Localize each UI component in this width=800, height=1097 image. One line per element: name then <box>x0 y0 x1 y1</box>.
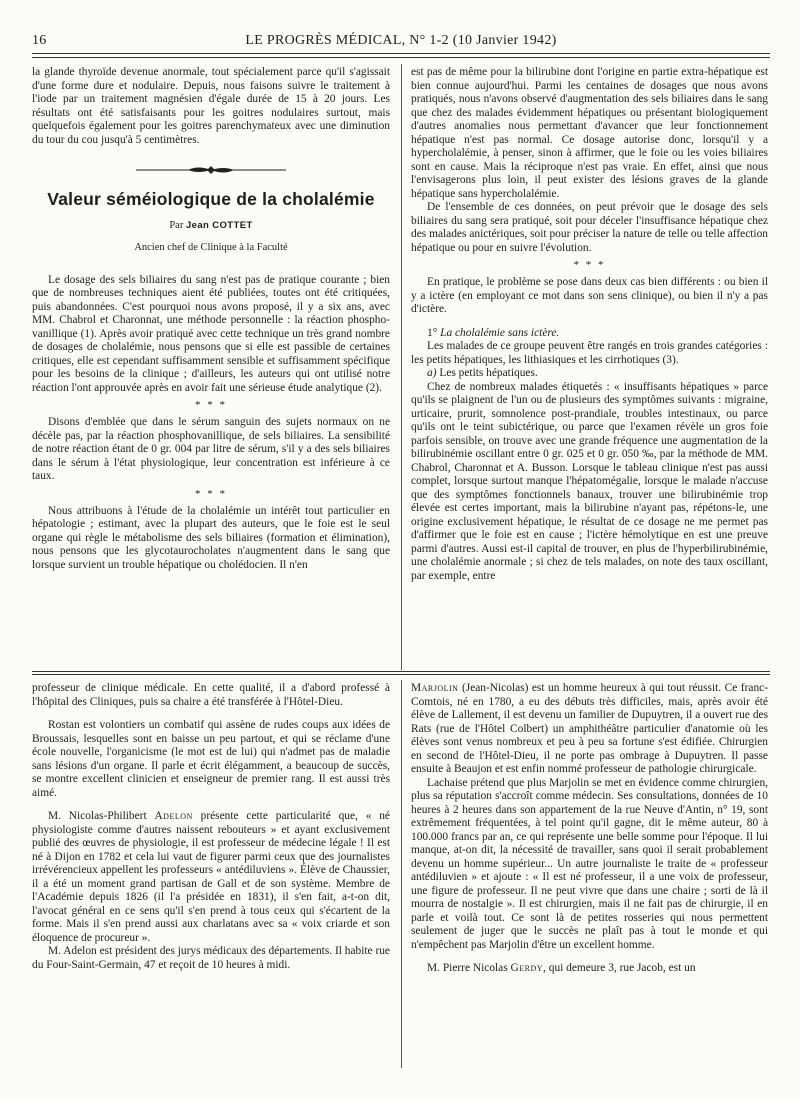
marjolin-paragraph <box>411 682 768 777</box>
adelon-prefix: M. Nicolas-Philibert <box>48 810 147 822</box>
body-paragraph: Disons d'emblée que dans le sérum sanguin des sujets normaux on ne décèle pas, par la réaction phosphovanillique, de sels biliaires. La sensibilité de notre réaction étant de 0 gr. 004 par litre de sérum, s'il y a des sels biliaires dans le sérum à l'état physiologique, leur concentration est inférieure à ce taux. <box>32 416 390 482</box>
section-rule <box>32 671 770 675</box>
adelon-text: présente cette particularité que, « né physiologiste comme d'autres naissent rebouteurs » et ayant exclusivement publié des œuvres de physiologie, il est professeur de médecine légale ! Il est né à Dijon en 1782 et cela lui vaut de figurer parmi ceux que des journalistes irrévérencieux appellent les professeurs « antédiluviens ». Élève de Chaussier, il a été un moment grand partisan de Gall et de son système. Membre de l'Académie depuis 1826 (il l'a présidée en 1831), il s'en fait, a-t-on dit, l'avocat général en ce sens qu'il s'en prend à tous ceux qui s'écartent de la forme. Mais il s'en prend aussi aux charlatans avec sa « voix criarde et son éloquence de procureur ». <box>32 810 390 944</box>
adelon-name: Adelon <box>154 810 193 822</box>
divider-ornament <box>32 147 390 193</box>
body-paragraph: Les malades de ce groupe peuvent être rangés en trois grandes catégories : les petits hépatiques, les lithiasiques et les cirrhotiques (3). <box>411 340 768 366</box>
gerdy-paragraph <box>411 962 768 976</box>
subheading-number: 1° <box>427 326 438 339</box>
body-paragraph: est pas de même pour la bilirubine dont l'origine en partie extra-hépatique est bien connue aujourd'hui. Parmi les centaines de dosages que nous avons pratiqués, nous n'avons observé d'augmentation des sels biliaires dans le sang que chez des malades évidemment hépatiques ou présentant biologiquement d'autres anomalies nous permettant d'avancer que leur fonctionnement hépatique n'est pas normal. Ce dosage autorise donc, lorsqu'il y a hypercholalémie, à penser, sinon à affirmer, que le foie ou les voies biliaires sont en cause. Mais la réciproque n'est pas vraie. En effet, ainsi que nous l'envisagerons plus loin, il peut exister des lésions graves de la glande hépatique sans hypercholalémie. <box>411 66 768 200</box>
body-paragraph: Rostan est volontiers un combatif qui assène de rudes coups aux idées de Broussais, lesquelles sont en baisse un peu partout, et qui se réclame d'une école nouvelle, l'organicisme (le mot est de lui) qui n'admet pas de maladie sans lésions d'un organe. Il parle et écrit élégamment, a beaucoup de succès, se montre excellent clinicien et enseigneur de premier rang. Il est aussi très aimé. <box>32 719 390 799</box>
adelon-paragraph <box>32 810 390 945</box>
body-paragraph: Nous attribuons à l'étude de la cholalémie un intérêt tout particulier en hépatologie ; estimant, avec la plupart des auteurs, que le foie est le seul organe qui règle le métabolisme des sels biliaires (formation et élimination), nous pensons que les glycotaurocholates n'augmentent dans le sang que lorsque survient un trouble hépatique ou cholédocien. Il n'en <box>32 504 390 571</box>
asterism: * * * <box>195 399 227 411</box>
sub-item-label: a) <box>427 367 437 379</box>
bottom-left-column <box>32 682 390 972</box>
body-paragraph: professeur de clinique médicale. En cette qualité, il a d'abord professé à l'hôpital des Cliniques, puis sa chaire a été transférée à l'Hôtel-Dieu. <box>32 682 390 708</box>
body-paragraph: Le dosage des sels biliaires du sang n'est pas de pratique courante ; bien que de nombreuses techniques aient été publiées, toutes ont été critiquées, puis abandonnées. C'est pourquoi nous avons proposé, il y a six ans, avec MM. Chabrol et Charonnat, une méthode personnelle : la réaction phospho-vanillique (1). Après avoir pratiqué avec cette technique un très grand nombre de dosages de cholalémie, nous pensons que si elle est passible de certaines critiques, elle est cependant suffisamment sensible et suffisamment spécifique pour les besoins de la clinique ; d'ailleurs, les auteurs qui ont utilisé notre réaction l'ont approuvée après en avoir fait une sérieuse étude analytique (2). <box>32 273 390 394</box>
gerdy-rest: , qui demeure 3, rue Jacob, est un <box>543 962 696 974</box>
header-rule <box>32 53 770 58</box>
asterism: * * * <box>573 259 606 271</box>
body-paragraph: Lachaise prétend que plus Marjolin se met en évidence comme chirurgien, plus sa réputation s'accroît comme médecin. Ses consultations, données de 10 heures à 2 heures dans son appartement de la rue Neuve d'Antin, n° 19, sont extrêmement fréquentées, à tel point qu'il gagne, dit le même auteur, 80 à 100.000 francs par an, ce qui représente une belle somme pour l'époque. Il lui manque, at-on dit, la nécessité de travailler, sans quoi il serait probablement devenu un homme supérieur... Un autre journaliste le traite de « professeur antédiluvien » et ajoute : « Il est né professeur, il a une voix de professeur, une figure de professeur. Il ne peut vivre que dans une chaire ; sorti de là il mourra de nostalgie ». Il est chirurgien, mais il ne fait pas de chirurgie, il en parle et voilà tout. Ce sont là de petites rosseries qui nous permettent seulement de juger que le succès ne plaît pas à tout le monde et qui n'empêchent pas Marjolin d'être un excellent homme. <box>411 776 768 951</box>
gerdy-name: Gerdy <box>510 962 544 974</box>
body-paragraph: De l'ensemble de ces données, on peut prévoir que le dosage des sels biliaires du sang sera pratiqué, soit pour déceler l'insuffisance hépatique chez des malades anictériques, soit pour préciser la nature de telle ou telle affection hépatique ou pour en suivre l'évolution. <box>411 201 768 254</box>
column-divider <box>401 680 402 1068</box>
author-name: Jean COTTET <box>185 219 253 231</box>
bottom-right-column <box>411 682 768 976</box>
asterism: * * * <box>195 487 227 500</box>
running-title: LE PROGRÈS MÉDICAL, N° 1-2 (10 Janvier 1942) <box>245 33 557 48</box>
byline-prefix: Par <box>169 219 184 231</box>
column-divider <box>401 64 402 670</box>
running-header <box>32 31 770 51</box>
subheading-text: La cholalémie sans ictère. <box>440 326 560 339</box>
top-left-column <box>32 66 390 572</box>
subheading <box>411 327 768 341</box>
ornament-icon <box>136 163 286 177</box>
gerdy-prefix: M. Pierre Nicolas <box>427 962 508 974</box>
body-paragraph: M. Adelon est président des jurys médicaux des départements. Il habite rue du Four-Saint-Germain, 47 et reçoit de 10 heures à midi. <box>32 945 390 971</box>
continued-paragraph: la glande thyroïde devenue anormale, tout spécialement parce qu'il s'agissait d'une forme dure et nodulaire. Depuis, nous faisons suivre le traitement à l'iode par un traitement magnésien d'égale durée de 15 à 20 jours. Les résultats ont été satisfaisants pour les goitres nodulaires surtout, mais quelquefois également pour les goitres parenchymateux avec une diminution du tour du cou jusqu'à 5 centimètres. <box>32 66 390 146</box>
sub-item <box>411 367 768 381</box>
body-paragraph: Chez de nombreux malades étiquetés : « insuffisants hépatiques » parce qu'ils se plaignent de l'un ou de plusieurs des symptômes suivants : migraine, urticaire, prurit, somnolence post-prandiale, troubles intestinaux, ou parce qu'ils ont le teint subictérique, ou parce que l'examen révèle un gros foie parfois sensible, on trouve avec une grande fréquence une augmentation de la bilirubinémie oscillant entre 0 gr. 025 et 0 gr. 050 ‰, par la méthode de MM. Chabrol, Charonnat et A. Busson. Lorsque le tableau clinique n'est pas aussi complet, lorsque surtout manque l'hépatomégalie, lorsque le malade n'accuse que des symptômes fonctionnels banaux, trouver une bilirubinémie trop élevée est certes important, mais la bilirubine n'ayant pas, répétons-le, une origine exclusivement hépatique, le résultat de ce dosage ne me permet pas d'affirmer que le foie est en cause ; l'ictère hémolytique en est une preuve parmi d'autres. Aussi est-il capital de trouver, en plus de l'hyperbilirubinémie, une cholalémie anormale ; si chez de tels malades, on note des taux oscillant, par exemple, entre <box>411 380 768 582</box>
author-affiliation: Ancien chef de Clinique à la Faculté <box>134 242 288 253</box>
page-number: 16 <box>32 33 47 48</box>
marjolin-text: (Jean-Nicolas) est un homme heureux à qui tout réussit. Ce franc-Comtois, né en 1780, a eu des débuts très difficiles, mais, après avoir été élève de Lallement, il est devenu un familier de Dupuytren, il a ouvert rue des Rats (rue de l'Hôtel Colbert) un amphithéâtre particulier d'anatomie où les élèves sont venus nombreux et peu à peu sa fortune s'est édifiée. Chirurgien en second de l'Hôtel-Dieu, il ne porte pas ombrage à Dupuytren. Il passe ensuite à Beaujon et est enfin nommé professeur de pathologie chirurgicale. <box>411 682 768 775</box>
top-right-column <box>411 66 768 583</box>
marjolin-name: Marjolin <box>411 682 459 694</box>
body-paragraph: En pratique, le problème se pose dans deux cas bien différents : ou bien il y a ictère (en employant ce mot dans son sens clinique), ou bien il n'y a pas d'ictère. <box>411 276 768 315</box>
sub-item-text: Les petits hépatiques. <box>439 367 538 379</box>
byline <box>32 219 390 233</box>
article-title: Valeur séméiologique de la cholalémie <box>47 189 375 209</box>
